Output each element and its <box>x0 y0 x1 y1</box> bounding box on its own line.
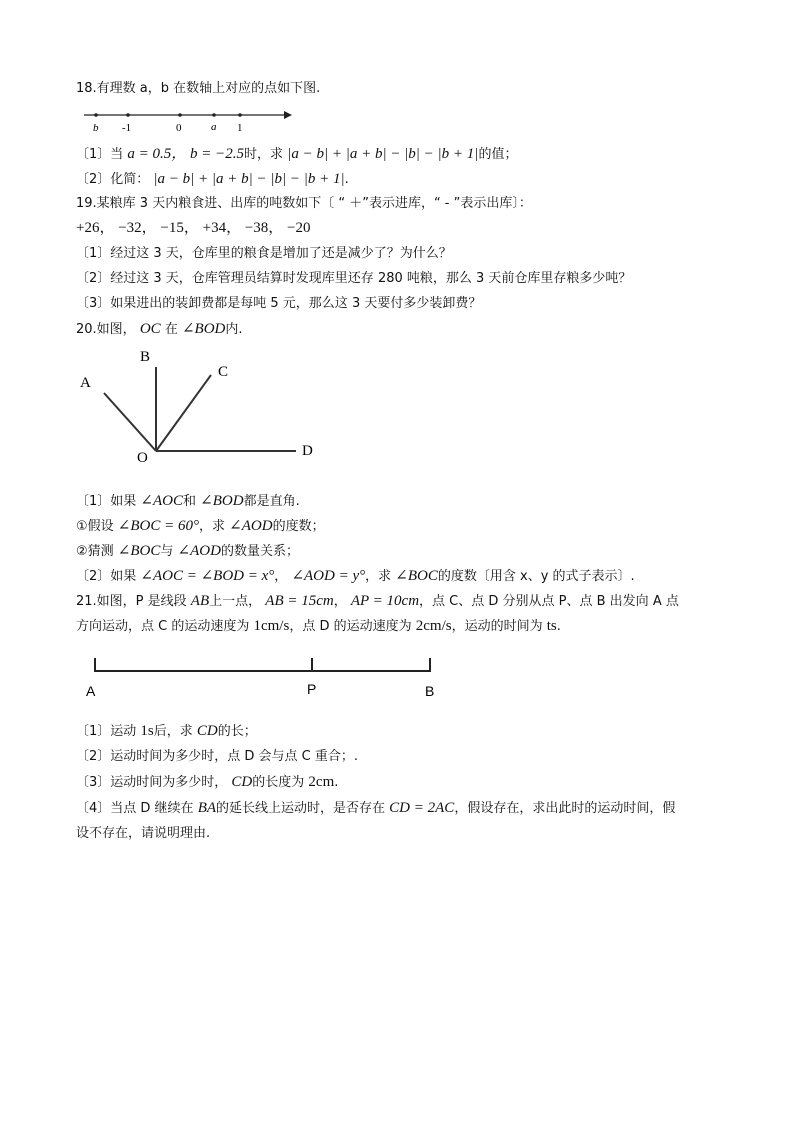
q21-title <box>76 592 679 611</box>
label-seg-B: B <box>425 683 435 699</box>
label-A: A <box>80 375 91 391</box>
q20-s1-angle-aod: ∠AOD <box>229 518 273 534</box>
segment-figure <box>80 652 450 704</box>
q18-p1-values: a = 0.5， b = −2.5 <box>127 146 245 162</box>
q20-s2-mid: 与 <box>160 544 174 559</box>
q21-ab-length: AB = 15cm <box>265 593 334 609</box>
label-minus-one: -1 <box>122 122 132 134</box>
label-b: b <box>93 122 99 134</box>
q21-p4-math: CD = 2AC <box>389 800 455 816</box>
q19-part1: 〔1〕经过这 3 天，仓库里的粮食是增加了还是减少了？为什么？ <box>76 246 452 261</box>
label-one: 1 <box>237 122 243 134</box>
label-seg-P: P <box>307 681 317 697</box>
label-a: a <box>211 121 217 133</box>
q20-sub2 <box>76 542 299 561</box>
q18-part2 <box>76 170 349 189</box>
label-D: D <box>302 443 313 459</box>
q21-p1-mid: 后，求 <box>153 724 193 739</box>
q21-p4-prefix: 〔4〕当点 D 继续在 <box>76 801 194 816</box>
q20-p2-angle-boc: ∠BOC <box>395 568 438 584</box>
ray-oa <box>104 393 156 451</box>
number-line-arrow <box>284 111 292 119</box>
q20-p2-mid: ，求 <box>365 569 392 584</box>
q21-p4-mid: 的延长线上运动时，是否存在 <box>216 801 386 816</box>
q21-title-a: 上一点， <box>209 594 262 609</box>
q20-s1-mid: ，求 <box>199 519 226 534</box>
label-C: C <box>218 364 229 380</box>
q21-title-c: ，点 C、点 D 分别从点 P、点 B 出发向 A 点 <box>419 594 679 609</box>
q18-p2-prefix: 〔2〕化简： <box>76 172 150 187</box>
q20-angle-aoc: ∠AOC <box>140 493 183 509</box>
q21-p4-ba: BA <box>197 800 217 816</box>
q21-p1-suffix: 的长； <box>217 724 257 739</box>
q19-title: 19.某粮库 3 天内粮食进、出库的吨数如下〔 “ ＋”表示进库，“ - ”表示出库〕： <box>76 196 532 211</box>
q21-speed-c: 1cm/s <box>253 618 290 634</box>
q21-p3-suffix: . <box>334 775 339 790</box>
q20-s2-angle-boc: ∠BOC <box>117 543 161 559</box>
q21-line2-mid2: ，运动的时间为 <box>451 619 543 634</box>
q20-p1-and: 和 <box>183 494 197 509</box>
q21-title-b: ， <box>333 594 347 609</box>
q21-p1-prefix: 〔1〕运动 <box>76 724 137 739</box>
q20-p2-math2: ∠AOD = y° <box>291 568 366 584</box>
q20-s1-math: ∠BOC = 60° <box>117 518 199 534</box>
q20-title-mid: 在 <box>164 322 178 337</box>
q21-p3-prefix: 〔3〕运动时间为多少时， <box>76 775 228 790</box>
q18-p1-suffix: 的值； <box>478 147 518 162</box>
q21-part2: 〔2〕运动时间为多少时，点 D 会与点 C 重合；. <box>76 749 359 764</box>
q19-part2: 〔2〕经过这 3 天，仓库管理员结算时发现库里还存 280 吨粮，那么 3 天前仓库里存粮多少吨？ <box>76 271 632 286</box>
q20-p2-prefix: 〔2〕如果 <box>76 569 137 584</box>
q20-part1 <box>76 492 300 511</box>
q21-line2-suffix: . <box>556 619 561 634</box>
q20-title-suffix: 内. <box>225 322 243 337</box>
ray-oc <box>156 375 211 451</box>
point-b <box>94 113 98 117</box>
q20-p2-comma: ， <box>274 569 288 584</box>
q21-p3-length: 2cm <box>308 774 335 790</box>
q21-part3 <box>76 773 338 792</box>
point-one <box>238 113 242 117</box>
point-minus-one <box>126 113 130 117</box>
point-zero <box>178 113 182 117</box>
q18-p1-mid: 时，求 <box>244 147 284 162</box>
q21-p1-cd: CD <box>196 723 218 739</box>
q20-p1-prefix: 〔1〕如果 <box>76 494 137 509</box>
q18-p2-suffix: . <box>344 172 349 187</box>
q21-title-prefix: 21.如图，P 是线段 <box>76 594 187 609</box>
q21-part1 <box>76 722 257 741</box>
q21-segment-ab: AB <box>190 593 210 609</box>
q21-title-line2 <box>76 617 561 636</box>
label-seg-A: A <box>86 683 96 699</box>
q20-s2-suffix: 的数量关系； <box>220 544 299 559</box>
q21-line2-mid: ，点 D 的运动速度为 <box>289 619 412 634</box>
point-a <box>212 113 216 117</box>
q20-s2-angle-aod: ∠AOD <box>177 543 221 559</box>
q19-values <box>76 219 311 238</box>
q18-title: 18.有理数 a，b 在数轴上对应的点如下图. <box>76 81 321 96</box>
q18-expression: |a − b| + |a + b| − |b| − |b + 1| <box>287 146 479 162</box>
q20-s1-prefix: ①假设 <box>76 519 114 534</box>
q21-p3-mid: 的长度为 <box>252 775 305 790</box>
q21-speed-d: 2cm/s <box>415 618 452 634</box>
q21-p1-time: 1s <box>140 723 154 739</box>
q21-part4 <box>76 799 675 818</box>
q21-ap-length: AP = 10cm <box>350 593 420 609</box>
q20-title <box>76 320 243 339</box>
label-zero: 0 <box>176 122 182 134</box>
q20-ray-oc: OC <box>139 321 161 337</box>
label-O: O <box>137 450 148 466</box>
q20-angle-bod: ∠BOD <box>181 321 226 337</box>
q20-title-prefix: 20.如图， <box>76 322 136 337</box>
q21-p3-cd: CD <box>231 774 253 790</box>
label-B: B <box>140 349 151 365</box>
q20-s2-prefix: ②猜测 <box>76 544 114 559</box>
q18-part1 <box>76 145 517 164</box>
q19-values-text: +26， −32， −15， +34， −38， −20 <box>76 220 311 236</box>
q20-part2 <box>76 567 635 586</box>
q20-s1-suffix: 的度数； <box>272 519 325 534</box>
q19-part3: 〔3〕如果进出的装卸费都是每吨 5 元，那么这 3 天要付多少装卸费？ <box>76 296 482 311</box>
q18-p1-prefix: 〔1〕当 <box>76 147 124 162</box>
q21-part4-line2: 设不存在，请说明理由. <box>76 826 211 841</box>
q20-p2-math1: ∠AOC = ∠BOD = x° <box>140 568 275 584</box>
q21-line2-prefix: 方向运动，点 C 的运动速度为 <box>76 619 250 634</box>
number-line-figure <box>76 104 296 138</box>
q20-p2-suffix: 的度数〔用含 x、y 的式子表示〕. <box>437 569 635 584</box>
q20-p1-angle-bod: ∠BOD <box>200 493 244 509</box>
q21-p4-suffix: ，假设存在，求出此时的运动时间，假 <box>454 801 676 816</box>
q20-p1-suffix: 都是直角. <box>243 494 300 509</box>
q21-time: ts <box>546 618 557 634</box>
q20-sub1 <box>76 517 325 536</box>
angle-figure <box>76 345 326 467</box>
q18-simplify-expression: |a − b| + |a + b| − |b| − |b + 1| <box>153 171 345 187</box>
